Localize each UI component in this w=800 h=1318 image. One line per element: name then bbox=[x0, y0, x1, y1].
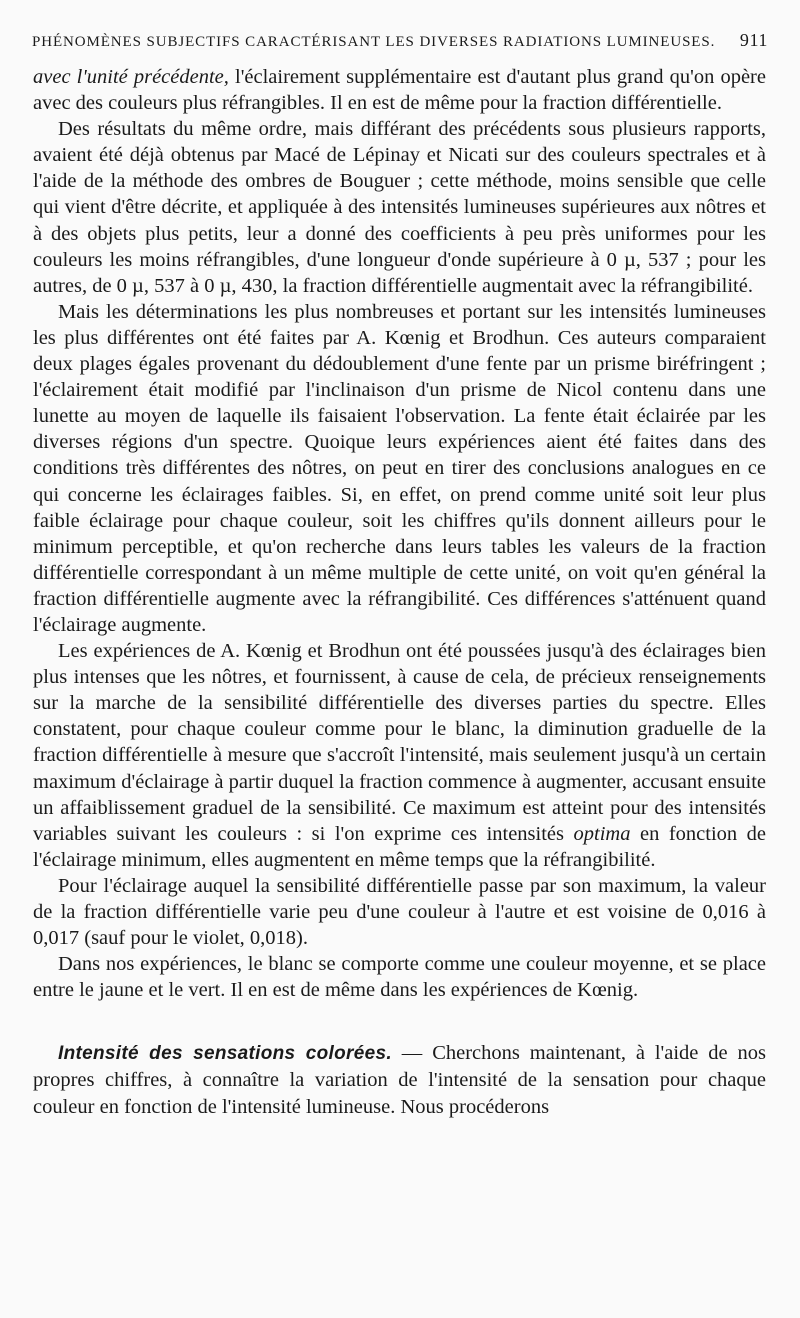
paragraph-text: Pour l'éclairage auquel la sensibilité différentielle passe par son maximum, la valeur de la fraction différentielle varie peu d'une couleur à l'autre et est voisine de 0,016 à 0,017 (sauf pour le violet, 0,018). bbox=[33, 874, 766, 950]
paragraph bbox=[33, 951, 766, 1003]
paragraph-text: Dans nos expériences, le blanc se comporte comme une couleur moyenne, et se place entre le jaune et le vert. Il en est de même dans les expériences de Kœnig. bbox=[33, 953, 766, 1002]
paragraph-text: l'éclairement supplémentaire est d'autant plus grand qu'on opère avec des couleurs plus réfrangibles. Il en est de même pour la fraction différentielle. bbox=[33, 66, 766, 115]
section-title: Intensité des sensations colorées. bbox=[58, 1043, 392, 1065]
paragraph-text: en fonction de l'éclairage minimum, elles augmentent en même temps que la réfrangibilité. bbox=[33, 822, 766, 871]
paragraph bbox=[33, 873, 766, 951]
paragraph-text: — Cherchons maintenant, à l'aide de nos propres chiffres, à connaître la variation de l'intensité de la sensation pour chaque couleur en fonction de l'intensité lumineuse. Nous procéderons bbox=[33, 1042, 766, 1118]
paragraph-continuation bbox=[33, 64, 766, 116]
paragraph-text: Les expériences de A. Kœnig et Brodhun ont été poussées jusqu'à des éclairages bien plus intenses que les nôtres, et fournissent, à cause de cela, de précieux renseignements sur la marche de la sensibilité différentielle des diverses parties du spectre. Elles constatent, pour chaque couleur comme pour le blanc, la diminution graduelle de la fraction différentielle à mesure que s'accroît l'intensité, mais seulement jusqu'à un certain maximum d'éclairage à partir duquel la fraction commence à augmenter, accusant ensuite un affaiblissement graduel de la sensibilité. Ce maximum est atteint pour des intensités variables suivant les couleurs : si l'on exprime ces intensités bbox=[33, 640, 766, 845]
italic-term: optima bbox=[573, 822, 631, 845]
running-title: PHÉNOMÈNES SUBJECTIFS CARACTÉRISANT LES DIVERSES RADIATIONS LUMINEUSES. bbox=[32, 34, 716, 50]
paragraph bbox=[33, 638, 766, 873]
body-text bbox=[33, 64, 766, 1120]
paragraph bbox=[33, 299, 766, 638]
running-header bbox=[32, 30, 768, 60]
section-paragraph bbox=[33, 1040, 766, 1119]
italic-lead: avec l'unité précédente, bbox=[33, 66, 229, 88]
paragraph bbox=[33, 116, 766, 299]
section-spacer bbox=[33, 1003, 766, 1040]
paragraph-text: Mais les déterminations les plus nombreuses et portant sur les intensités lumineuses les plus différentes ont été faites par A. Kœnig et Brodhun. Ces auteurs comparaient deux plages égales provenant du dédoublement d'une fente par un prisme biréfringent ; l'éclairement était modifié par l'inclinaison d'un prisme de Nicol contenu dans une lunette au moyen de laquelle ils faisaient l'observation. La fente était éclairée par les diverses régions d'un spectre. Quoique leurs expériences aient été faites dans des conditions très différentes des nôtres, on peut en tirer des conclusions analogues en ce qui concerne les éclairages faibles. Si, en effet, on prend comme unité soit leur plus faible éclairage pour chaque couleur, soit les chiffres qu'ils donnent ailleurs pour le minimum perceptible, et qu'on recherche dans leurs tables les valeurs de la fraction différentielle correspondant à un même multiple de cette unité, on voit qu'en général la fraction différentielle augmente avec la réfrangibilité. Ces différences s'atténuent quand l'éclairage augmente. bbox=[33, 300, 766, 636]
paragraph-text: Des résultats du même ordre, mais différant des précédents sous plusieurs rapports, avaient été déjà obtenus par Macé de Lépinay et Nicati sur des couleurs spectrales et à l'aide de la méthode des ombres de Bouguer ; cette méthode, moins sensible que celle qui vient d'être décrite, et appliquée à des intensités lumineuses supérieures aux nôtres et à des objets plus petits, leur a donné des coefficients à peu près uniformes pour les couleurs les moins réfrangibles, d'une longueur d'onde supérieure à 0 µ, 537 ; pour les autres, de 0 µ, 537 à 0 µ, 430, la fraction différentielle augmentait avec la réfrangibilité. bbox=[33, 118, 766, 297]
page-number: 911 bbox=[739, 30, 768, 50]
